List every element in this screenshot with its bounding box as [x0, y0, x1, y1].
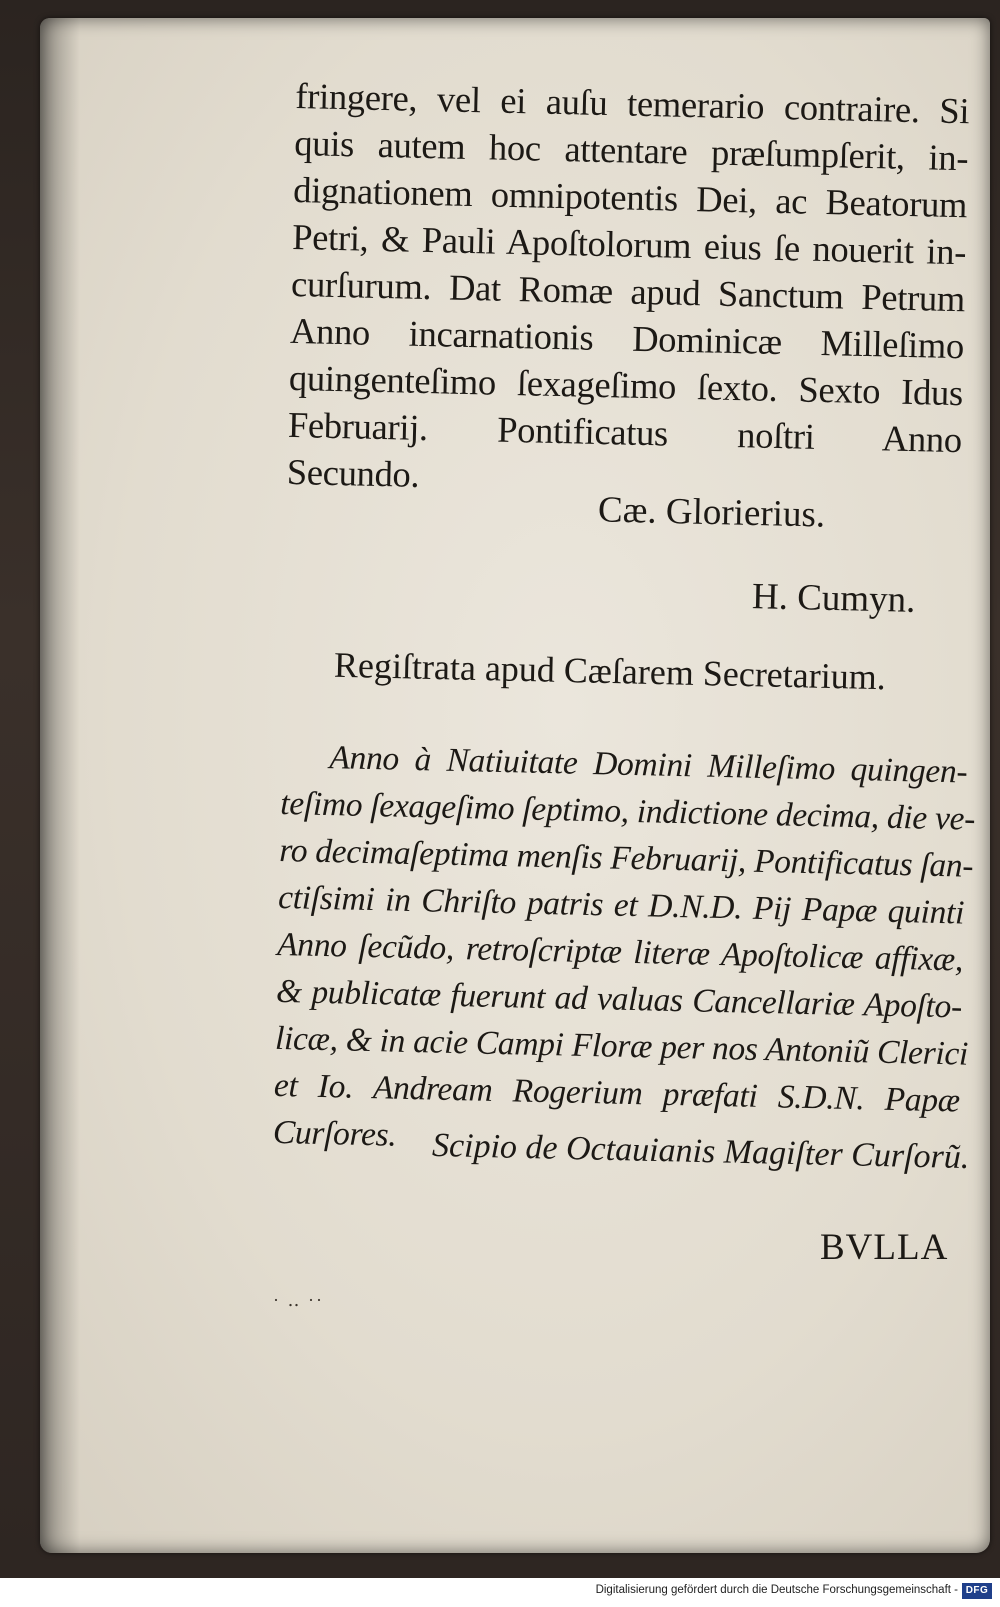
dfg-logo-icon: DFG	[962, 1583, 992, 1599]
main-paragraph	[286, 72, 969, 510]
registrata-line: Regiſtrata apud Cæſarem Secretarium.	[333, 644, 887, 698]
catchword: BVLLA	[820, 1227, 949, 1268]
italic-line: Anno ſecũdo, retroſcriptæ literæ Apoſtolicæ affixæ,	[276, 925, 964, 979]
signature-cumyn: H. Cumyn.	[751, 576, 916, 621]
italic-line: teſimo ſexageſimo ſeptimo, indictione decima, die ve-	[279, 784, 976, 838]
italic-line: & publicatæ fuerunt ad valuas Cancellariæ Apoſto-	[275, 972, 963, 1026]
italic-line: ctiſsimi in Chriſto patris et D.N.D. Pij Papæ quinti	[277, 878, 965, 932]
italic-line: ro decimaſeptima menſis Februarij, Pontificatus ſan-	[278, 831, 974, 885]
italic-paragraph	[272, 733, 976, 1171]
text-line: Anno incarnationis Dominicæ Milleſimo	[289, 309, 965, 367]
text-line: curſurum. Dat Romæ apud Sanctum Petrum	[290, 262, 966, 320]
text-line: quis autem hoc attentare præſumpſerit, in-	[293, 121, 969, 179]
ink-specks-decoration: · ‥ ··	[273, 1290, 324, 1310]
italic-line: Curſores.	[272, 1113, 397, 1154]
text-line: dignationem omnipotentis Dei, ac Beatorum	[292, 168, 968, 226]
italic-line: Anno à Natiuitate Domini Milleſimo quingen-	[329, 739, 968, 791]
italic-line: licæ, & in acie Campi Floræ per nos Antoniũ Clerici	[274, 1019, 969, 1073]
text-line: Februarij. Pontificatus noſtri Anno	[287, 403, 963, 461]
text-line: quingenteſimo ſexageſimo ſexto. Sexto Idus	[288, 356, 964, 414]
signature-glorierius: Cæ. Glorierius.	[597, 489, 826, 536]
closing-signature: Scipio de Octauianis Magiſter Curſorũ.	[431, 1126, 970, 1177]
italic-line: et Io. Andream Rogerium præfati S.D.N. Papæ	[273, 1066, 961, 1120]
text-line: Petri, & Pauli Apoſtolorum eius ſe nouerit in-	[291, 215, 967, 273]
text-line: Secundo.	[286, 450, 420, 495]
digitization-credit: Digitalisierung gefördert durch die Deutsche Forschungsgemeinschaft -	[595, 1584, 958, 1596]
text-line: fringere, vel ei auſu temerario contraire. Si	[295, 74, 970, 132]
page-gutter-shadow	[40, 18, 80, 1553]
